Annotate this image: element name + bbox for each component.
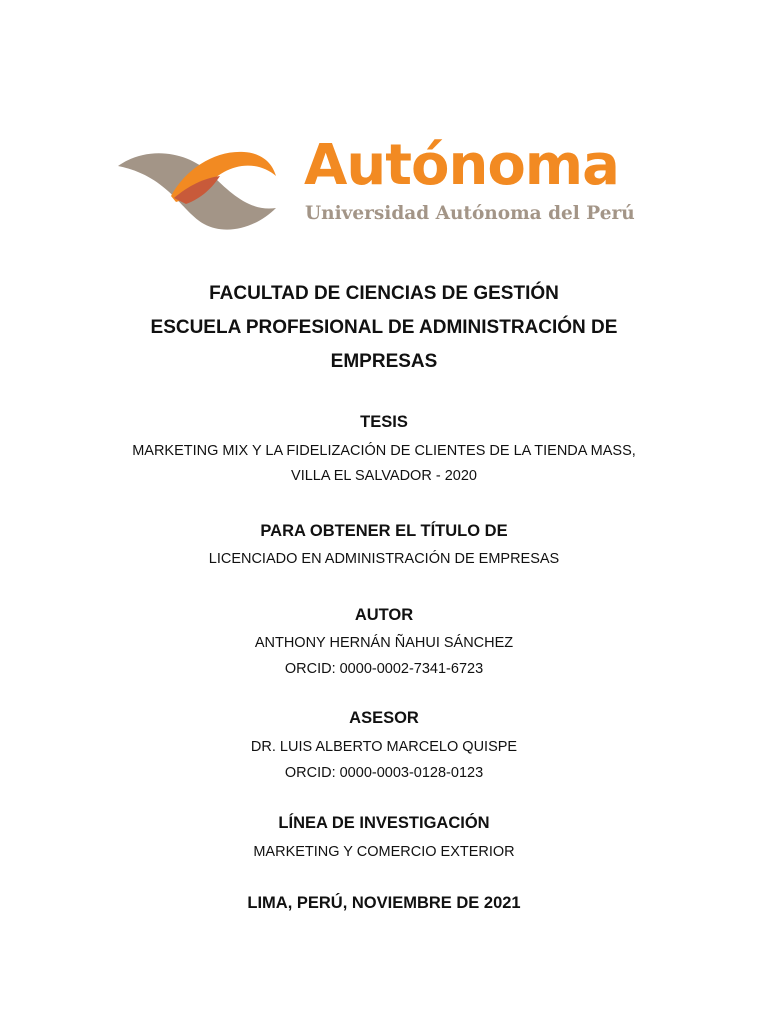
faculty-line-1: FACULTAD DE CIENCIAS DE GESTIÓN: [209, 283, 559, 304]
thesis-heading: TESIS: [360, 413, 408, 431]
degree-heading: PARA OBTENER EL TÍTULO DE: [260, 522, 508, 540]
place-date: LIMA, PERÚ, NOVIEMBRE DE 2021: [247, 894, 521, 912]
faculty-line-3: EMPRESAS: [330, 351, 438, 372]
advisor-name: DR. LUIS ALBERTO MARCELO QUISPE: [250, 739, 518, 755]
logo-wordmark: Autónoma: [304, 133, 619, 198]
advisor-heading: ASESOR: [349, 709, 419, 727]
faculty-line-2: ESCUELA PROFESIONAL DE ADMINISTRACIÓN DE: [150, 317, 618, 338]
author-orcid: ORCID: 0000-0002-7341-6723: [284, 661, 484, 677]
author-heading: AUTOR: [354, 606, 414, 624]
university-logo: [116, 133, 656, 240]
faculty-block: [0, 277, 768, 379]
thesis-title-line-1: MARKETING MIX Y LA FIDELIZACIÓN DE CLIENTES DE LA TIENDA MASS,: [132, 443, 636, 459]
author-name: ANTHONY HERNÁN ÑAHUI SÁNCHEZ: [254, 635, 514, 651]
research-line-heading: LÍNEA DE INVESTIGACIÓN: [278, 814, 490, 832]
degree-value: LICENCIADO EN ADMINISTRACIÓN DE EMPRESAS: [208, 551, 560, 567]
thesis-title-line-2: VILLA EL SALVADOR - 2020: [291, 468, 477, 484]
autonoma-emblem-icon: [116, 146, 278, 234]
research-line-value: MARKETING Y COMERCIO EXTERIOR: [253, 844, 515, 860]
logo-subtitle: Universidad Autónoma del Perú: [305, 203, 635, 224]
advisor-orcid: ORCID: 0000-0003-0128-0123: [284, 765, 484, 781]
